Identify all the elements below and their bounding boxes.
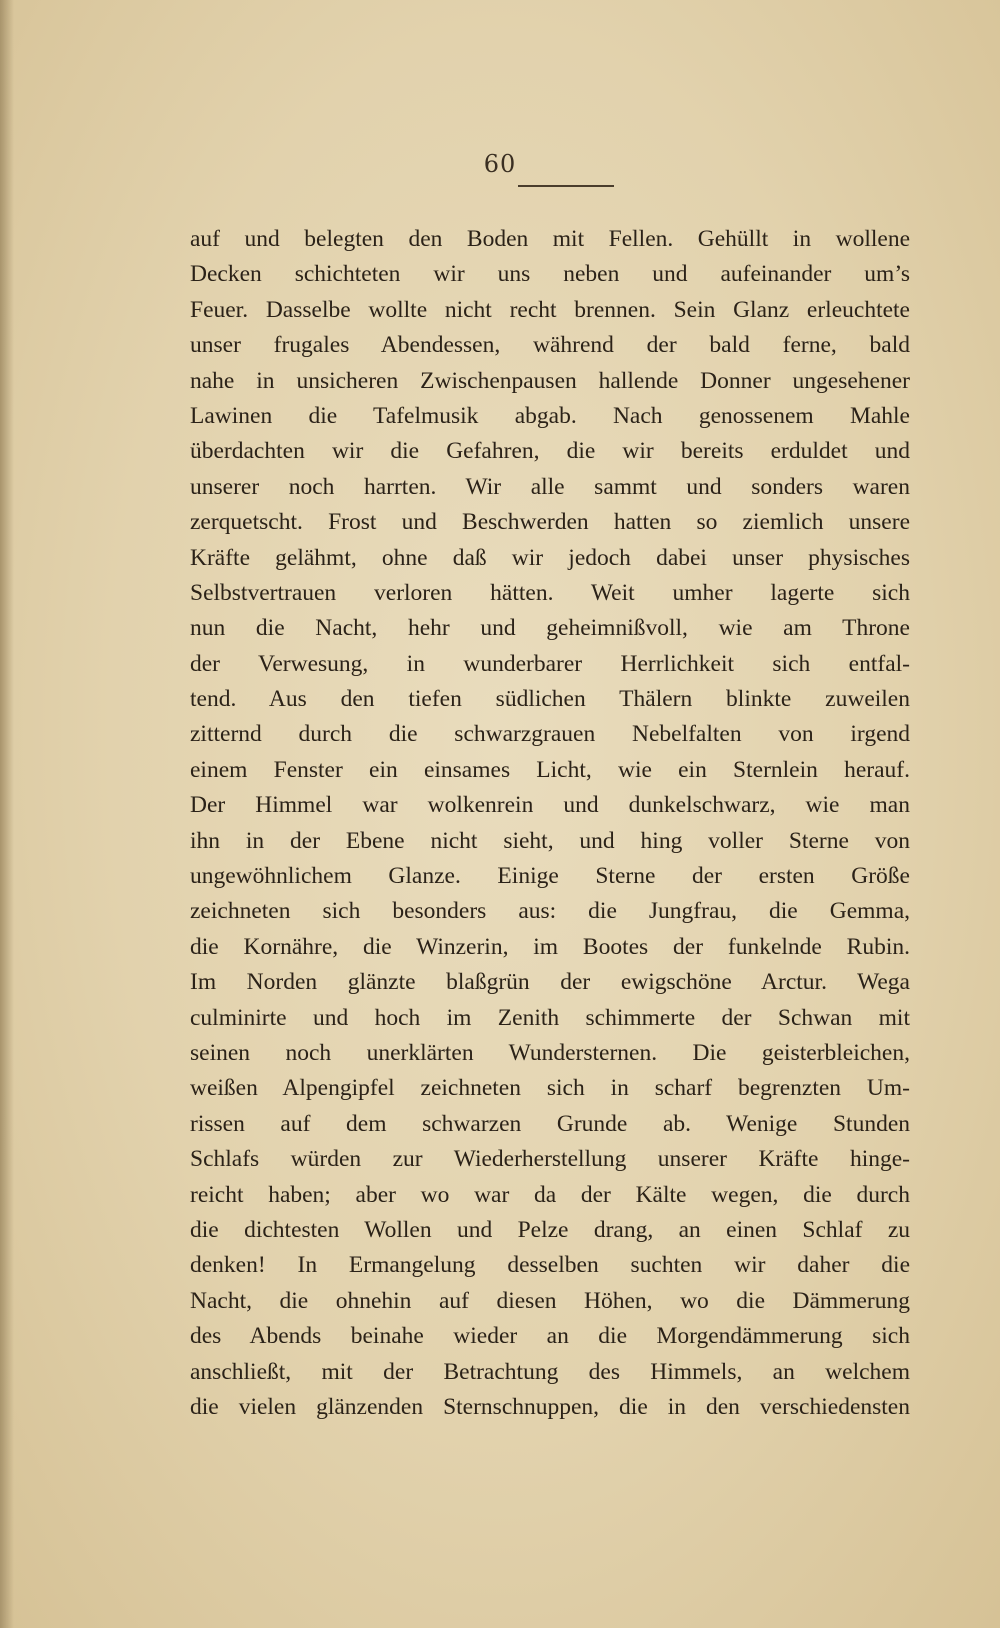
text-line: die Kornähre, die Winzerin, im Bootes der funkelnde Rubin. (190, 933, 910, 960)
text-line: denken! In Ermangelung desselben suchten wir daher die (190, 1252, 910, 1279)
text-line: Decken schichteten wir uns neben und aufeinander um’s (190, 261, 910, 288)
text-line: auf und belegten den Boden mit Fellen. Gehüllt in wollene (190, 226, 910, 252)
text-line: ihn in der Ebene nicht sieht, und hing voller Sterne von (190, 827, 910, 854)
text-line: Nacht, die ohnehin auf diesen Höhen, wo die Dämmerung (190, 1287, 910, 1314)
text-line: Feuer. Dasselbe wollte nicht recht brennen. Sein Glanz erleuchtete (190, 296, 910, 323)
text-line: unser frugales Abendessen, während der bald ferne, bald (190, 332, 910, 359)
text-line: der Verwesung, in wunderbarer Herrlichkeit sich entfal- (190, 650, 910, 677)
text-line: Schlafs würden zur Wiederherstellung unserer Kräfte hinge- (190, 1146, 910, 1173)
text-line: des Abends beinahe wieder an die Morgendämmerung sich (190, 1323, 910, 1350)
text-line: culminirte und hoch im Zenith schimmerte der Schwan mit (190, 1004, 910, 1031)
text-line: ungewöhnlichem Glanze. Einige Sterne der ersten Größe (190, 863, 910, 890)
text-line: tend. Aus den tiefen südlichen Thälern blinkte zuweilen (190, 686, 910, 713)
text-line: Selbstvertrauen verloren hätten. Weit umher lagerte sich (190, 579, 910, 606)
text-line: nahe in unsicheren Zwischenpausen hallende Donner ungesehener (190, 367, 910, 394)
text-line: die dichtesten Wollen und Pelze drang, an einen Schlaf zu (190, 1216, 910, 1243)
text-line: überdachten wir die Gefahren, die wir bereits erduldet und (190, 438, 910, 465)
text-line: einem Fenster ein einsames Licht, wie ein Sternlein herauf. (190, 756, 910, 783)
text-line: zeichneten sich besonders aus: die Jungfrau, die Gemma, (190, 898, 910, 925)
header-rule (518, 185, 614, 187)
text-line: Kräfte gelähmt, ohne daß wir jedoch dabei unser physisches (190, 544, 910, 571)
text-line: zitternd durch die schwarzgrauen Nebelfalten von irgend (190, 721, 910, 748)
text-line: Der Himmel war wolkenrein und dunkelschwarz, wie man (190, 792, 910, 819)
text-line: reicht haben; aber wo war da der Kälte wegen, die durch (190, 1181, 910, 1208)
page-number: 60 (483, 150, 517, 178)
text-line: Lawinen die Tafelmusik abgab. Nach genossenem Mahle (190, 402, 910, 429)
text-line: Im Norden glänzte blaßgrün der ewigschöne Arctur. Wega (190, 969, 910, 996)
text-line: die vielen glänzenden Sternschnuppen, die in den verschiedensten (190, 1393, 910, 1420)
text-line: nun die Nacht, hehr und geheimnißvoll, wie am Throne (190, 615, 910, 642)
body-text (190, 222, 910, 1425)
text-line: rissen auf dem schwarzen Grunde ab. Wenige Stunden (190, 1110, 910, 1137)
binding-shadow (0, 0, 14, 1628)
text-line: seinen noch unerklärten Wundersternen. Die geisterbleichen, (190, 1039, 910, 1066)
text-line: anschließt, mit der Betrachtung des Himmels, an welchem (190, 1358, 910, 1385)
text-line: unserer noch harrten. Wir alle sammt und sonders waren (190, 473, 910, 500)
text-line: zerquetscht. Frost und Beschwerden hatten so ziemlich unsere (190, 509, 910, 536)
text-line: weißen Alpengipfel zeichneten sich in scharf begrenzten Um- (190, 1075, 910, 1102)
